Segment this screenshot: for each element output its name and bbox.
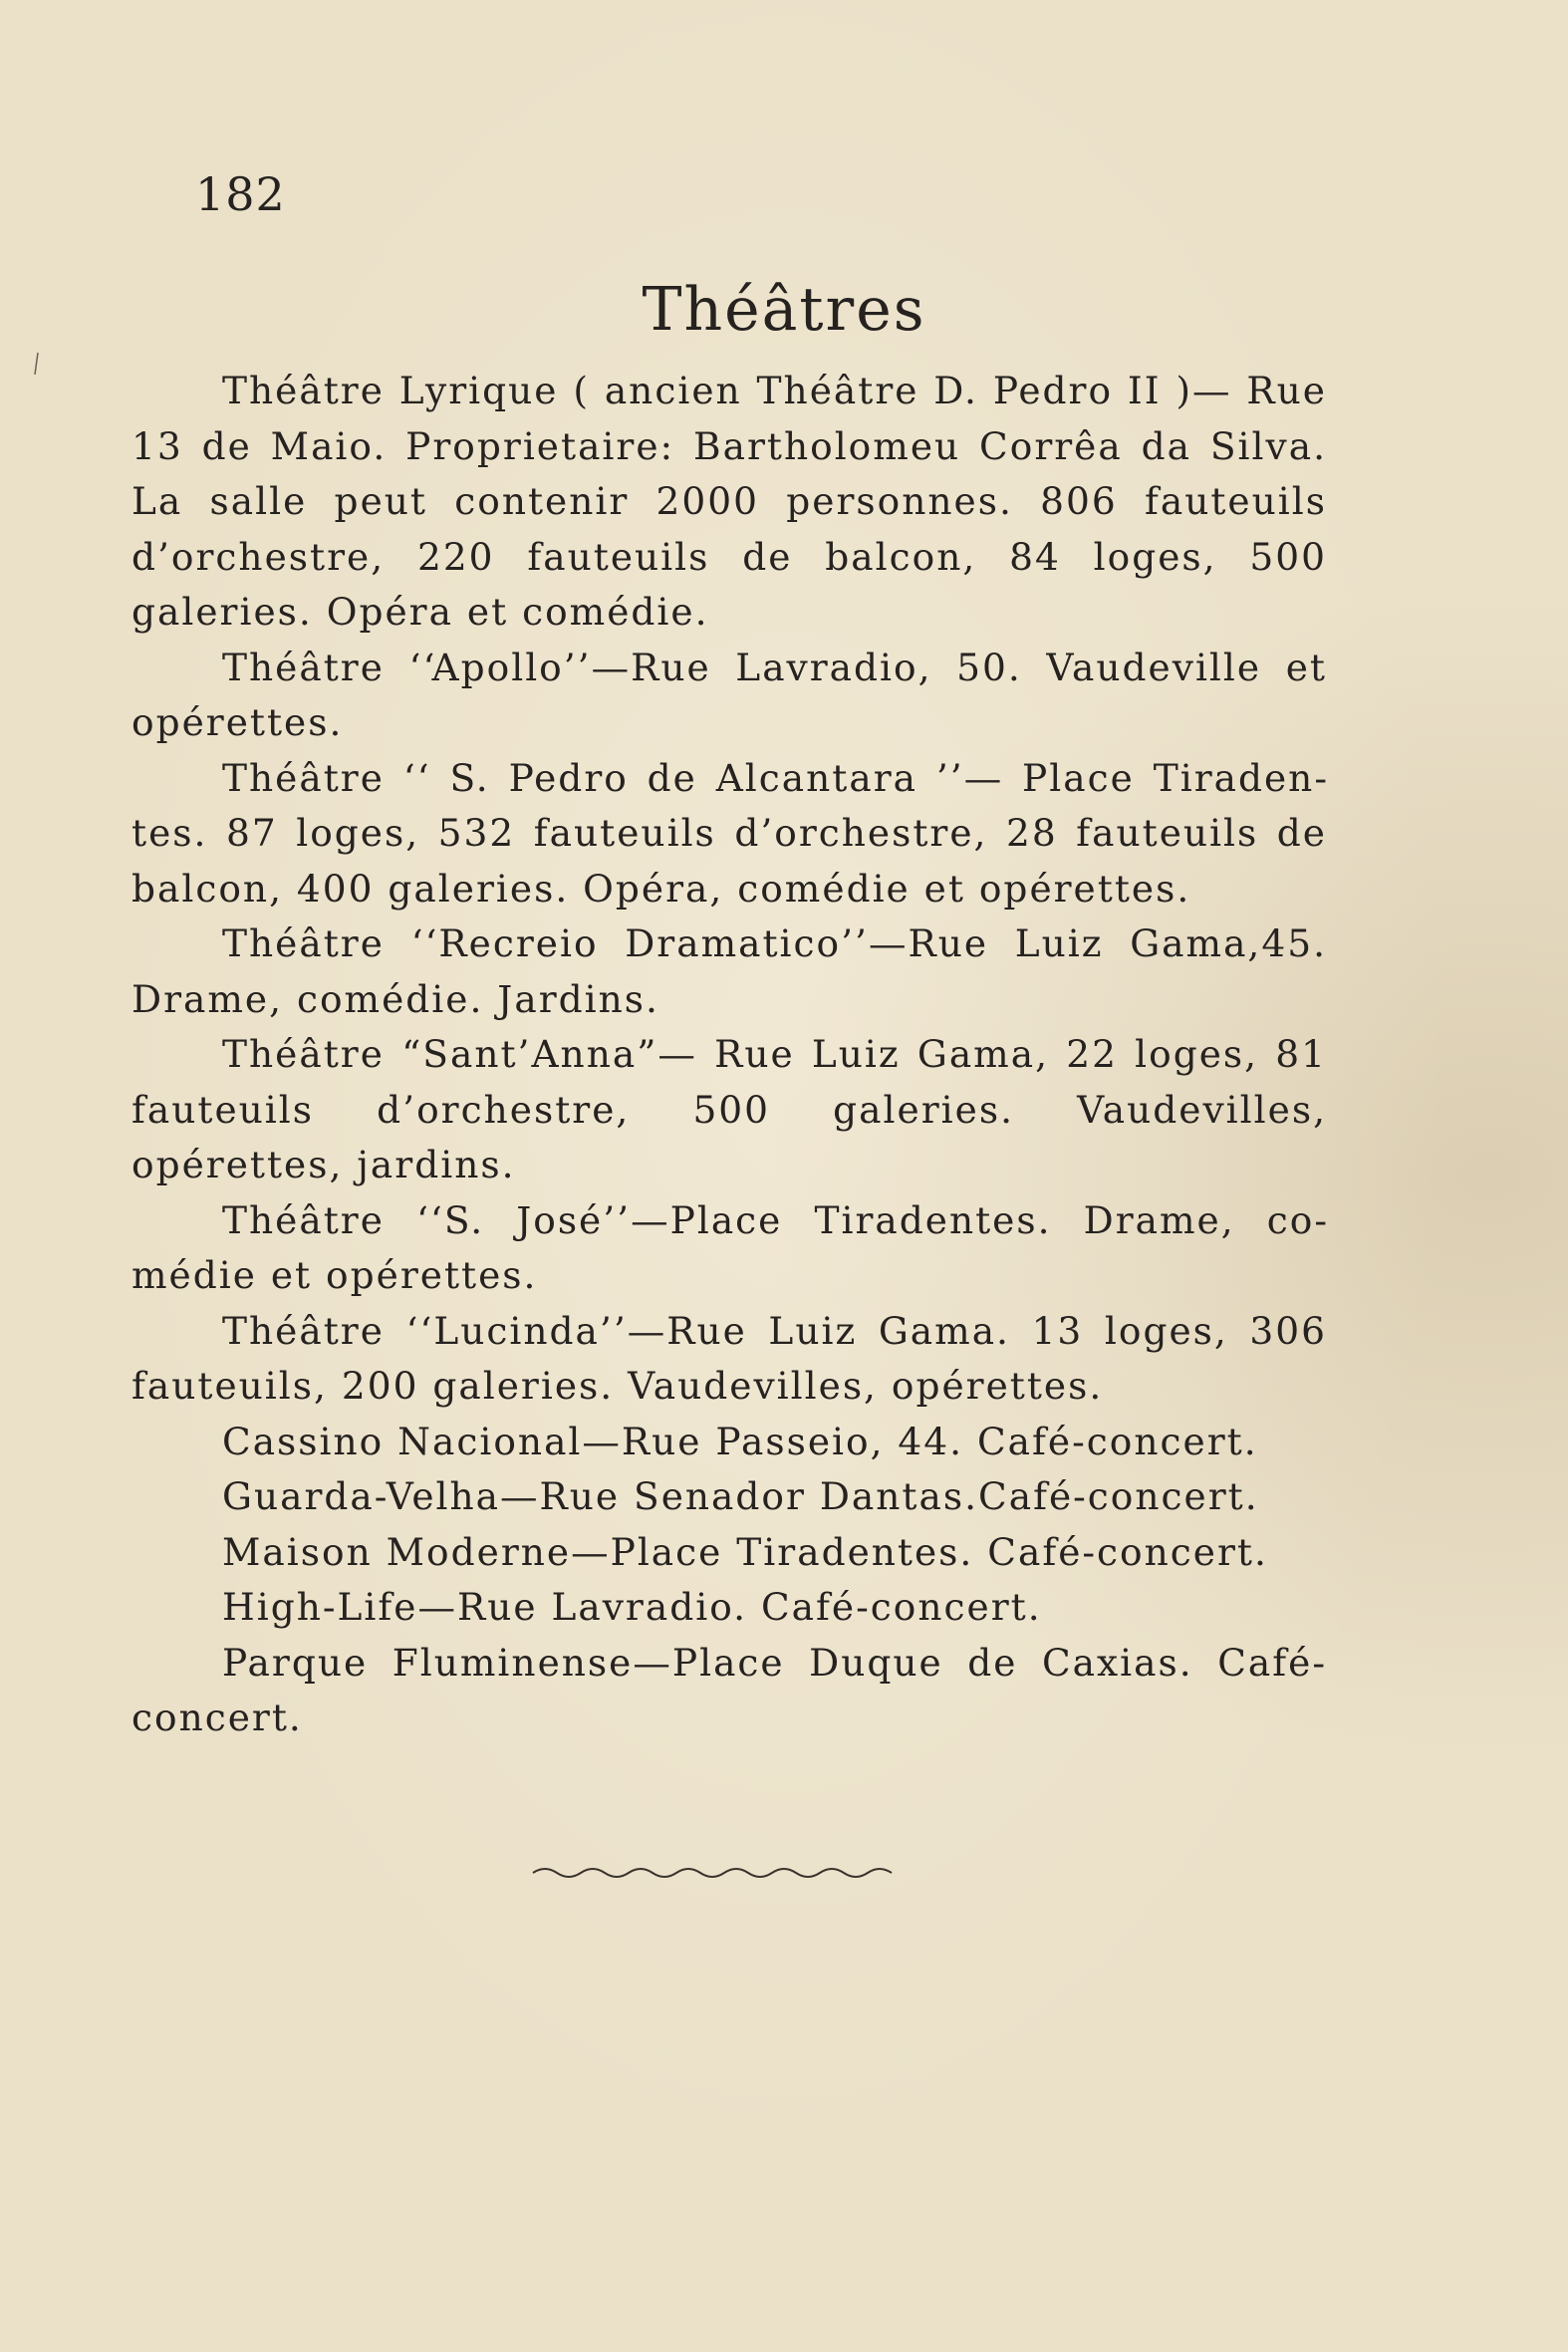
margin-pencil-mark — [34, 353, 39, 375]
theatre-entry: Théâtre ‘‘ S. Pedro de Alcantara ’’— Place Tiradentes. 87 loges, 532 fauteuils d’orchestre, 28 fauteuils de balcon, 400 galeries. Opéra, comédie et opérettes. — [131, 755, 1327, 911]
theatre-entry: Théâtre ‘‘S. José’’—Place Tiradentes. Drame, comédie et opérettes. — [131, 1197, 1327, 1297]
page-number: 182 — [195, 167, 286, 221]
theatre-entry: High-Life—Rue Lavradio. Café-concert. — [222, 1585, 1042, 1629]
theatre-entry: Cassino Nacional—Rue Passeio, 44. Café-concert. — [222, 1419, 1258, 1463]
decorative-rule — [531, 1859, 898, 1883]
theatre-entry: Guarda-Velha—Rue Senador Dantas.Café-concert. — [222, 1474, 1259, 1518]
theatre-entry: Théâtre ‘‘Lucinda’’—Rue Luiz Gama. 13 loges, 306 fauteuils, 200 galeries. Vaudevilles, opérettes. — [131, 1308, 1327, 1408]
theatre-list — [131, 364, 1327, 1746]
theatre-entry: Théâtre ‘‘Recreio Dramatico’’—Rue Luiz Gama,45. Drame, comédie. Jardins. — [131, 921, 1327, 1021]
theatre-entry: Théâtre ‘‘Apollo’’—Rue Lavradio, 50. Vaudeville et opérettes. — [131, 645, 1327, 744]
theatre-entry: Théâtre “Sant’Anna”— Rue Luiz Gama, 22 loges, 81 fauteuils d’orchestre, 500 galeries. Vaudevilles, opérettes, jardins. — [131, 1032, 1327, 1186]
theatre-entry: Maison Moderne—Place Tiradentes. Café-concert. — [222, 1529, 1268, 1574]
section-title: Théâtres — [642, 275, 926, 345]
theatre-entry: Parque Fluminense—Place Duque de Caxias. Café-concert. — [131, 1640, 1327, 1739]
theatre-entry: Théâtre Lyrique ( ancien Théâtre D. Pedro II )— Rue 13 de Maio. Proprietaire: Bartholomeu Corrêa da Silva. La salle peut contenir 2000 personnes. 806 fauteuils d’orchestre, 220 fauteuils de balcon, 84 loges, 500 galeries. Opéra et comédie. — [131, 369, 1327, 634]
